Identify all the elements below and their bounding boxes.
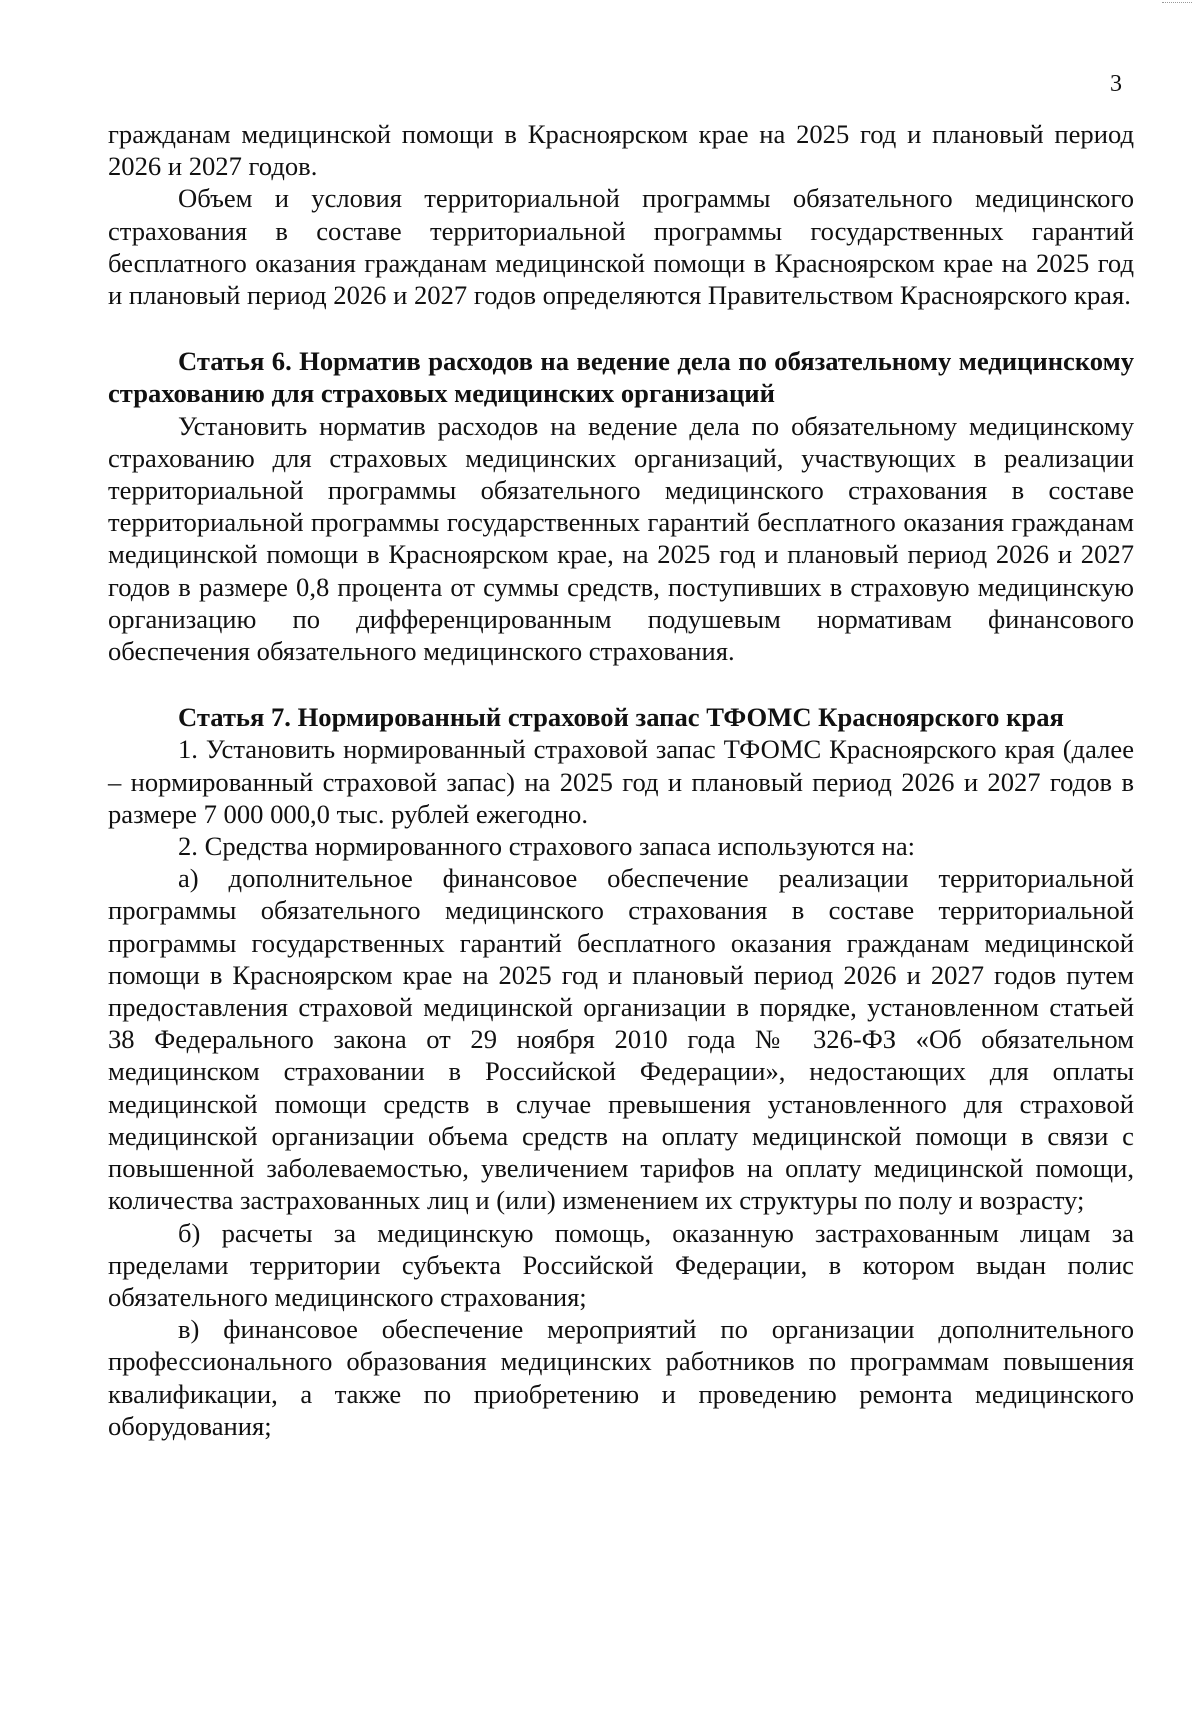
article-6-text: Установить норматив расходов на ведение дела по обязательному медицинскому страхованию для страховых медицинских организаций, участвующих в реализации территориальной программы обязательного медицинского страхования в составе территориальной программы государственных гарантий бесплатного оказания гражданам медицинской помощи в Красноярском крае, на 2025 год и плановый период 2026 и 2027 годов в размере 0,8 процента от суммы средств, поступивших в страховую медицинскую организацию по дифференцированным подушевым нормативам финансового обеспечения обязательного медицинского страхования. bbox=[108, 410, 1134, 667]
article-7-subitem-b: б) расчеты за медицинскую помощь, оказанную застрахованным лицам за пределами территории субъекта Российской Федерации, в котором выдан полис обязательного медицинского страхования; bbox=[108, 1217, 1134, 1312]
article-7-subitem-a: а) дополнительное финансовое обеспечение реализации территориальной программы обязательного медицинского страхования в составе территориальной программы государственных гарантий бесплатного оказания гражданам медицинской помощи в Красноярском крае на 2025 год и плановый период 2026 и 2027 годов путем предоставления страховой медицинской организации в порядке, установленном статьей 38 Федерального закона от 29 ноября 2010 года № 326-ФЗ «Об обязательном медицинском страховании в Российской Федерации», недостающих для оплаты медицинской помощи средств в случае превышения установленного для страховой медицинской организации объема средств на оплату медицинской помощи в связи с повышенной заболеваемостью, увеличением тарифов на оплату медицинской помощи, количества застрахованных лиц и (или) изменением их структуры по полу и возрасту; bbox=[108, 863, 1134, 1216]
page-number: 3 bbox=[1110, 71, 1122, 97]
paragraph-continuation: гражданам медицинской помощи в Красноярском крае на 2025 год и плановый период 2026 и 2027 годов. bbox=[108, 119, 1134, 182]
article-7-item-1: 1. Установить нормированный страховой запас ТФОМС Красноярского края (далее – нормированный страховой запас) на 2025 год и плановый период 2026 и 2027 годов в размере 7 000 000,0 тыс. рублей ежегодно. bbox=[108, 734, 1134, 829]
article-7-heading: Статья 7. Нормированный страховой запас ТФОМС Красноярского края bbox=[178, 702, 1064, 733]
article-6-heading: Статья 6. Норматив расходов на ведение дела по обязательному медицинскому страхованию для страховых медицинских организаций bbox=[108, 346, 1134, 409]
paragraph-program-scope: Объем и условия территориальной программы обязательного медицинского страхования в составе территориальной программы государственных гарантий бесплатного оказания гражданам медицинской помощи в Красноярском крае на 2025 год и плановый период 2026 и 2027 годов определяются Правительством Красноярского края. bbox=[108, 183, 1134, 311]
document-body bbox=[108, 118, 1134, 1442]
scan-corner-mark bbox=[1162, 2, 1192, 5]
article-7-item-2: 2. Средства нормированного страхового запаса используются на: bbox=[178, 831, 916, 862]
article-7-subitem-v: в) финансовое обеспечение мероприятий по организации дополнительного профессионального образования медицинских работников по программам повышения квалификации, а также по приобретению и проведению ремонта медицинского оборудования; bbox=[108, 1314, 1134, 1441]
